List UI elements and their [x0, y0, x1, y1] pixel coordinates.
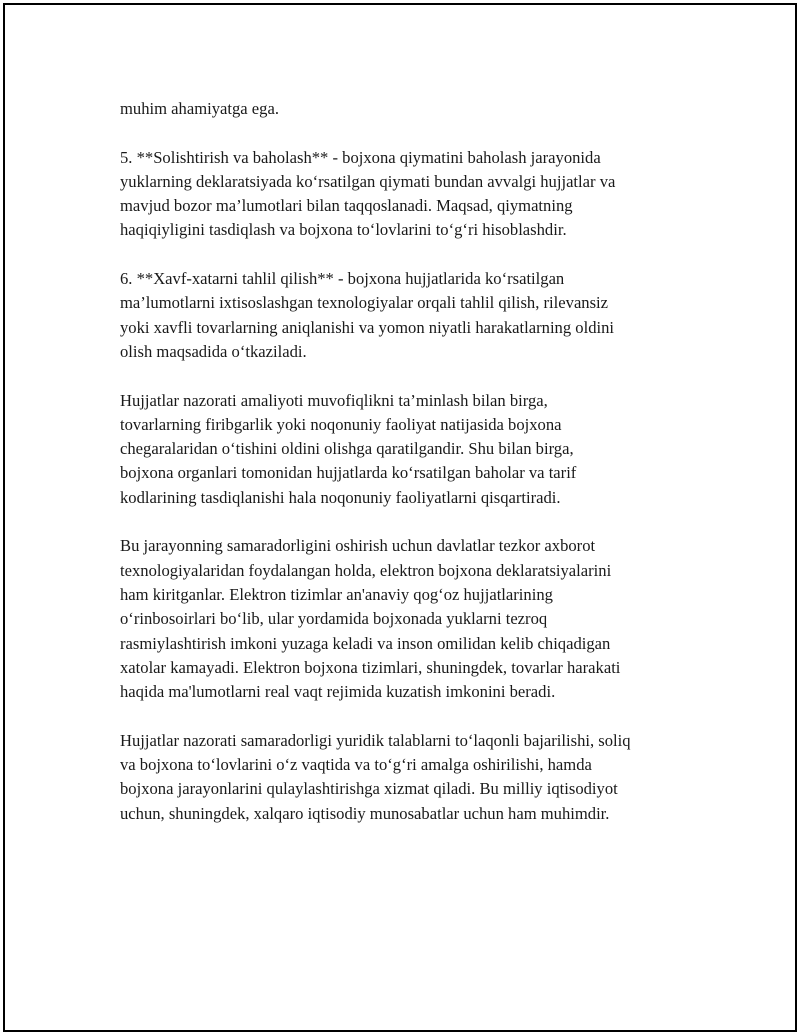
- paragraph-conclusion: Hujjatlar nazorati samaradorligi yuridik talablarni to‘laqonli bajarilishi, soliq va bojxona to‘lovlarini o‘z vaqtida va to‘g‘ri amalga oshirilishi, hamda bojxona jarayonlarini qulaylashtirishga xizmat qiladi. Bu milliy iqtisodiyot uchun, shuningdek, xalqaro iqtisodiy munosabatlar uchun ham muhimdir.: [120, 730, 631, 823]
- paragraph-continuation: muhim ahamiyatga ega.: [120, 99, 279, 118]
- paragraph-electronic-systems: Bu jarayonning samaradorligini oshirish uchun davlatlar tezkor axborot texnologiyalaridan foydalangan holda, elektron bojxona deklaratsiyalarini ham kiritganlar. Elektron tizimlar an'anaviy qog‘oz hujjatlarining o‘rinbosoirlari bo‘lib, ular yordamida bojxonada yuklarni tezroq rasmiylashtirish imkoni yuzaga keladi va inson omilidan kelib chiqadigan xatolar kamayadi. Elektron bojxona tizimlari, shuningdek, tovarlar harakati haqida ma'lumotlarni real vaqt rejimida kuzatish imkonini beradi.: [120, 536, 621, 702]
- document-body: [120, 97, 705, 850]
- paragraph-compliance: Hujjatlar nazorati amaliyoti muvofiqlikni ta’minlash bilan birga, tovarlarning firibgarlik yoki noqonuniy faoliyat natijasida bojxona chegaralaridan o‘tishini oldini olishga qaratilgandir. Shu bilan birga, bojxona organlari tomonidan hujjatlarda ko‘rsatilgan baholar va tarif kodlarining tasdiqlanishi hala noqonuniy faoliyatlarni qisqartiradi.: [120, 390, 577, 507]
- document-page: [3, 3, 797, 1032]
- paragraph-item-6: 6. **Xavf-xatarni tahlil qilish** - bojxona hujjatlarida ko‘rsatilgan ma’lumotlarni ixtisoslashgan texnologiyalar orqali tahlil qilish, rilevansiz yoki xavfli tovarlarning aniqlanishi va yomon niyatli harakatlarning oldini olish maqsadida o‘tkaziladi.: [120, 269, 615, 361]
- paragraph-item-5: 5. **Solishtirish va baholash** - bojxona qiymatini baholash jarayonida yuklarning deklaratsiyada ko‘rsatilgan qiymati bundan avvalgi hujjatlar va mavjud bozor ma’lumotlari bilan taqqoslanadi. Maqsad, qiymatning haqiqiyligini tasdiqlash va bojxona to‘lovlarini to‘g‘ri hisoblashdir.: [120, 147, 616, 240]
